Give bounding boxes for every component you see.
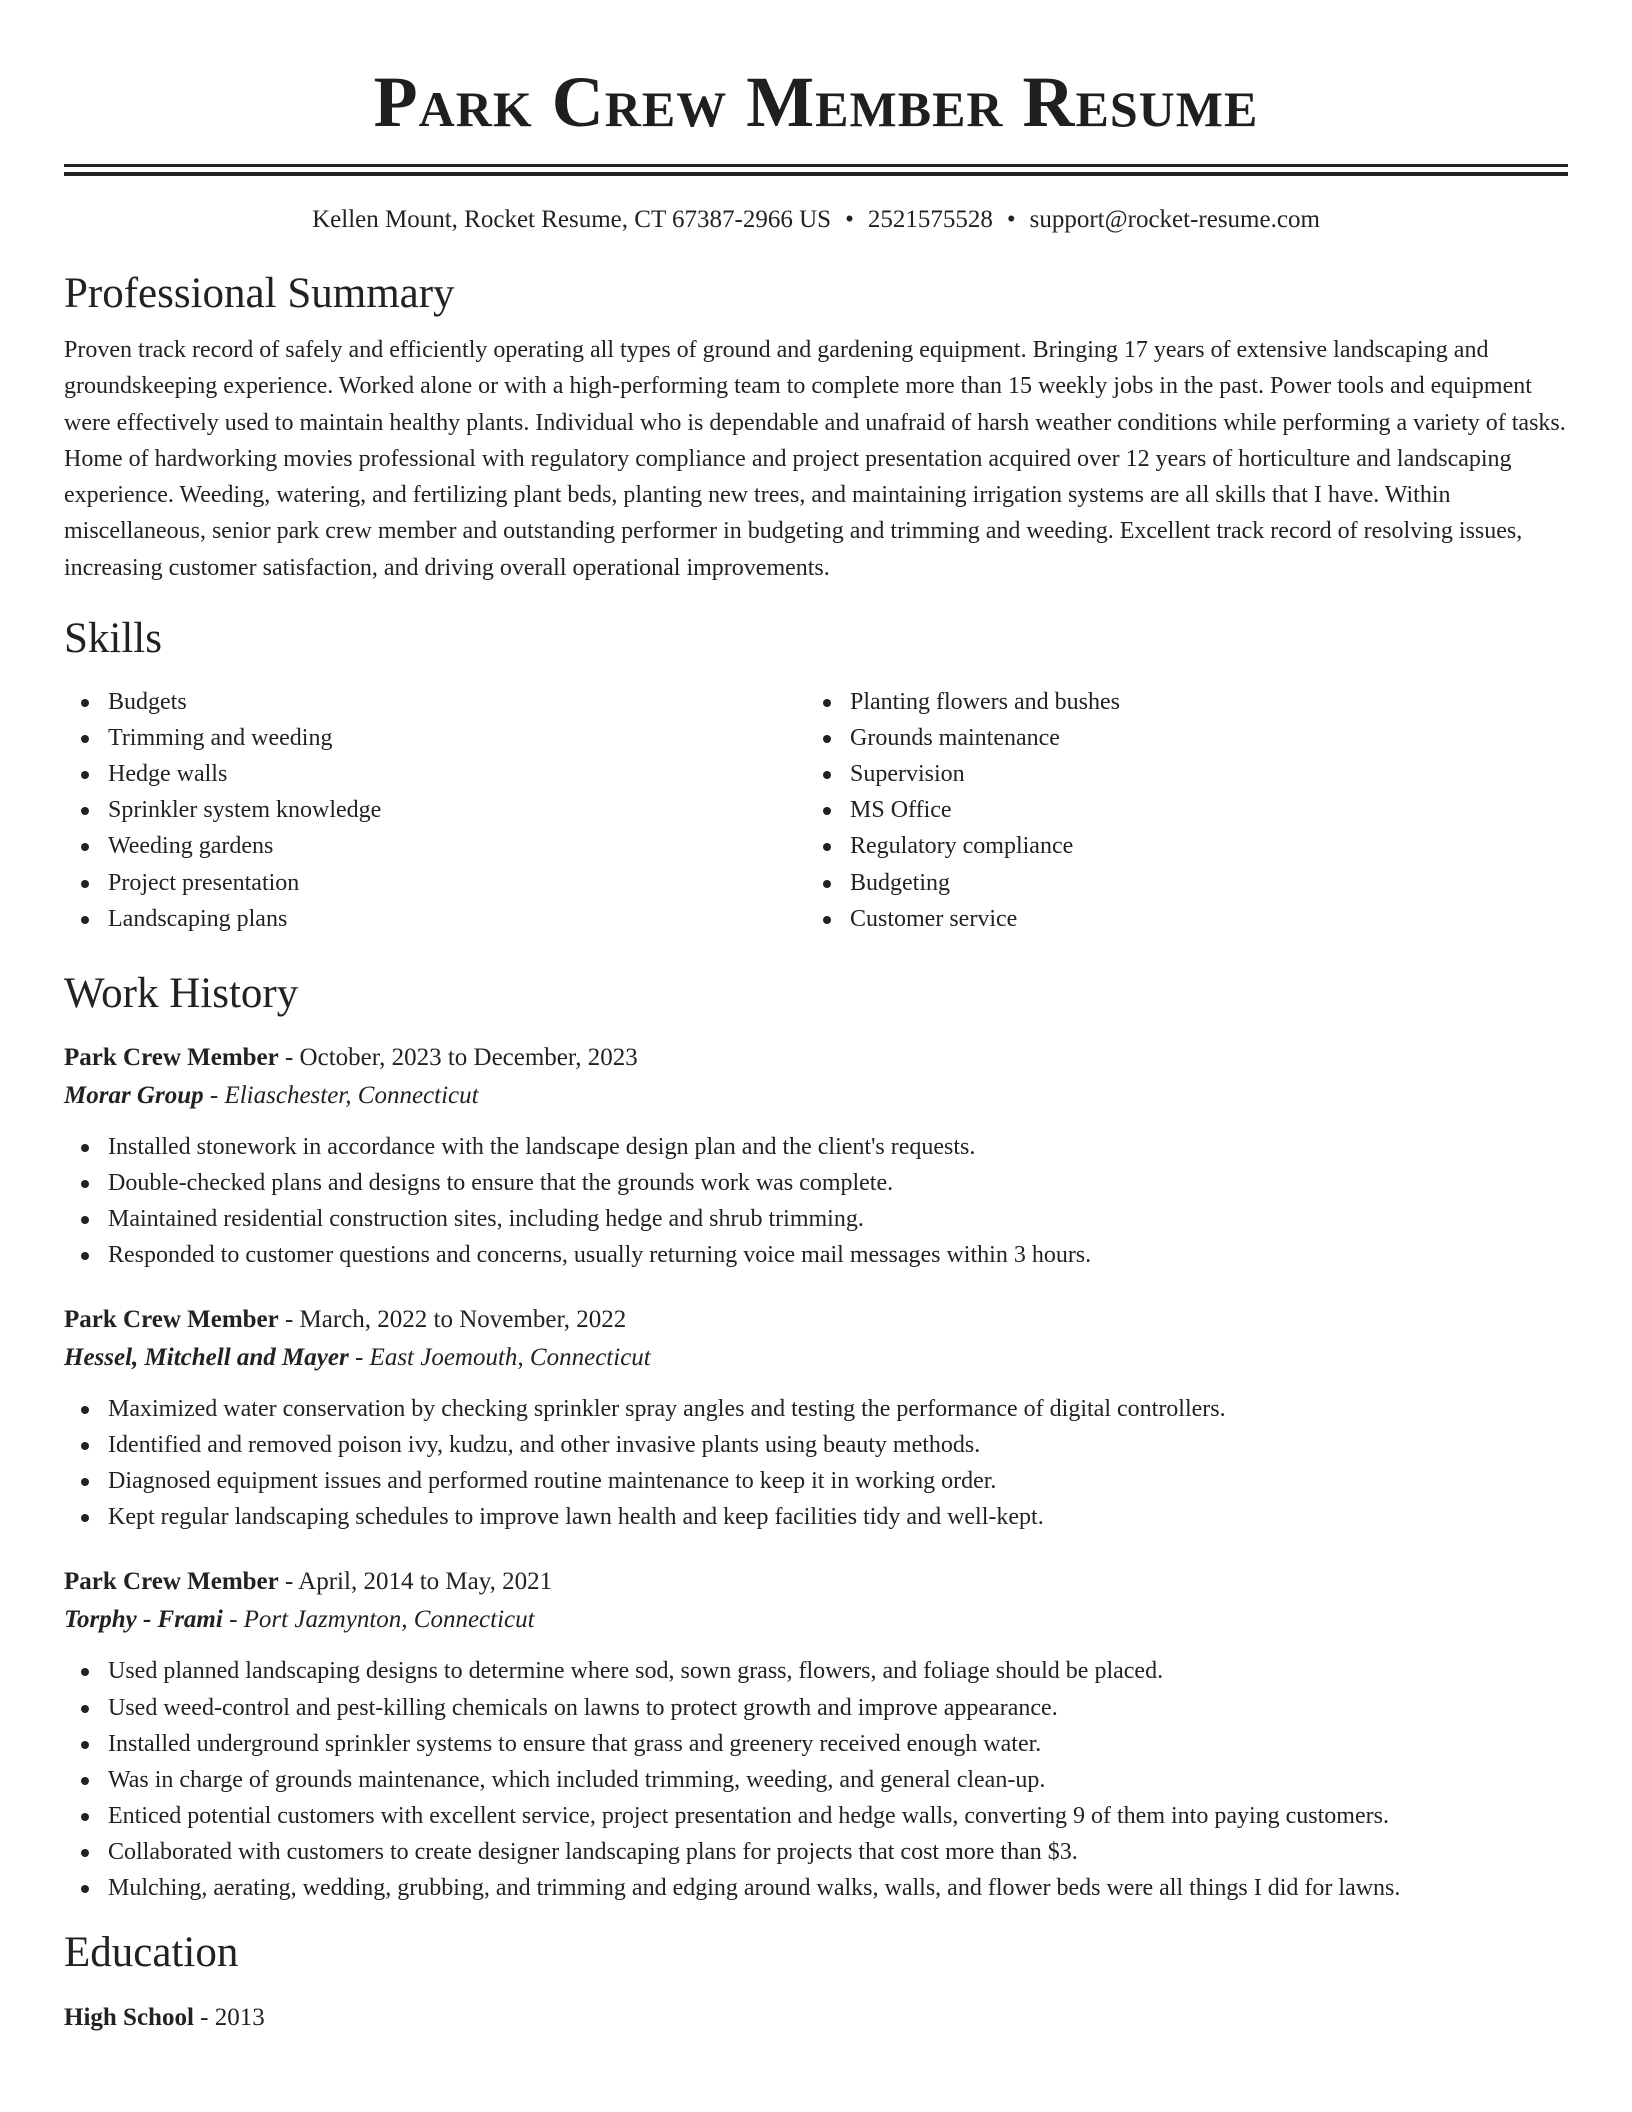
job-bullet: Kept regular landscaping schedules to improve lawn health and keep facilities tidy and well-kept. [64, 1499, 1568, 1535]
job-bullet: Maximized water conservation by checking sprinkler spray angles and testing the performance of digital controllers. [64, 1391, 1568, 1427]
job-bullets [64, 1391, 1568, 1535]
title-divider-top [64, 164, 1568, 167]
job-title-line [64, 1301, 1568, 1339]
skill-item: Customer service [806, 901, 1548, 937]
education-heading: Education [64, 1929, 239, 1977]
resume-title: Park Crew Member Resume [373, 62, 1259, 142]
skill-item: Sprinkler system knowledge [64, 792, 806, 828]
company-location: - Port Jazmynton, Connecticut [222, 1606, 535, 1634]
skill-item: Budgets [64, 684, 806, 720]
job-bullet: Enticed potential customers with excellent service, project presentation and hedge walls, converting 9 of them into paying customers. [64, 1798, 1568, 1834]
skill-item: Supervision [806, 756, 1548, 792]
company-location: - East Joemouth, Connecticut [348, 1344, 651, 1372]
skill-item: Regulatory compliance [806, 828, 1548, 864]
job-title: Park Crew Member [64, 1306, 279, 1334]
job-title: Park Crew Member [64, 1043, 279, 1071]
summary-heading: Professional Summary [64, 270, 455, 317]
job-bullets [64, 1129, 1568, 1273]
education-entry [64, 1999, 1568, 2037]
skill-item: MS Office [806, 792, 1548, 828]
job-bullet: Used planned landscaping designs to determine where sod, sown grass, flowers, and foliage should be placed. [64, 1653, 1568, 1689]
job-bullet: Identified and removed poison ivy, kudzu, and other invasive plants using beauty methods. [64, 1427, 1568, 1463]
skill-item: Planting flowers and bushes [806, 684, 1548, 720]
company-line [64, 1601, 1568, 1639]
job-dates: - April, 2014 to May, 2021 [278, 1568, 553, 1596]
skill-item: Budgeting [806, 865, 1548, 901]
skill-item: Hedge walls [64, 756, 806, 792]
skill-item: Weeding gardens [64, 828, 806, 864]
skills-left-column [64, 684, 806, 937]
job-title: Park Crew Member [64, 1568, 279, 1596]
job-bullet: Diagnosed equipment issues and performed routine maintenance to keep it in working order. [64, 1463, 1568, 1499]
job-bullet: Was in charge of grounds maintenance, which included trimming, weeding, and general clean-up. [64, 1762, 1568, 1798]
job-dates: - March, 2022 to November, 2022 [278, 1306, 627, 1334]
job-bullet: Collaborated with customers to create designer landscaping plans for projects that cost more than $3. [64, 1834, 1568, 1870]
summary-text: Proven track record of safely and efficiently operating all types of ground and gardening equipment. Bringing 17 years of extensive landscaping and groundskeeping experience. Worked alone or with a high-performing team to complete more than 15 weekly jobs in the past. Power tools and equipment were effectively used to maintain healthy plants. Individual who is dependable and unafraid of harsh weather conditions while performing a variety of tasks. Home of hardworking movies professional with regulatory compliance and project presentation acquired over 12 years of horticulture and landscaping experience. Weeding, watering, and fertilizing plant beds, planting new trees, and maintaining irrigation systems are all skills that I have. Within miscellaneous, senior park crew member and outstanding performer in budgeting and trimming and weeding. Excellent track record of resolving issues, increasing customer satisfaction, and driving overall operational improvements. [64, 337, 1566, 581]
job-entry [64, 1563, 1568, 1906]
skill-item: Trimming and weeding [64, 720, 806, 756]
job-title-line [64, 1039, 1568, 1077]
contact-address: Kellen Mount, Rocket Resume, CT 67387-2966 US [312, 206, 832, 233]
skills-columns [64, 684, 1568, 937]
contact-phone: 2521575528 [867, 206, 993, 233]
company-line [64, 1077, 1568, 1115]
work-history-heading: Work History [64, 969, 299, 1017]
job-bullet: Maintained residential construction sites, including hedge and shrub trimming. [64, 1201, 1568, 1237]
education-degree: High School [64, 2004, 194, 2032]
job-entry [64, 1301, 1568, 1535]
contact-separator: • [845, 206, 854, 233]
job-bullet: Installed stonework in accordance with the landscape design plan and the client's requests. [64, 1129, 1568, 1165]
job-dates: - October, 2023 to December, 2023 [278, 1043, 638, 1071]
company-line [64, 1339, 1568, 1377]
company-location: - Eliaschester, Connecticut [203, 1081, 479, 1109]
contact-email: support@rocket-resume.com [1029, 206, 1320, 233]
company-name: Morar Group [64, 1081, 204, 1109]
job-bullet: Mulching, aerating, wedding, grubbing, and trimming and edging around walks, walls, and flower beds were all things I did for lawns. [64, 1870, 1568, 1906]
job-entry [64, 1039, 1568, 1273]
skill-item: Landscaping plans [64, 901, 806, 937]
job-bullet: Used weed-control and pest-killing chemicals on lawns to protect growth and improve appearance. [64, 1690, 1568, 1726]
skill-item: Grounds maintenance [806, 720, 1548, 756]
company-name: Hessel, Mitchell and Mayer [64, 1344, 349, 1372]
title-divider-bottom [64, 172, 1568, 176]
job-bullets [64, 1653, 1568, 1906]
contact-separator: • [1006, 206, 1016, 233]
job-bullet: Responded to customer questions and concerns, usually returning voice mail messages within 3 hours. [64, 1237, 1568, 1273]
contact-line [64, 204, 1568, 236]
job-bullet: Installed underground sprinkler systems to ensure that grass and greenery received enough water. [64, 1726, 1568, 1762]
skills-right-column [806, 684, 1548, 937]
job-title-line [64, 1563, 1568, 1601]
skill-item: Project presentation [64, 865, 806, 901]
company-name: Torphy - Frami [64, 1606, 223, 1634]
job-bullet: Double-checked plans and designs to ensure that the grounds work was complete. [64, 1165, 1568, 1201]
education-year: - 2013 [193, 2004, 265, 2032]
skills-heading: Skills [64, 615, 162, 663]
